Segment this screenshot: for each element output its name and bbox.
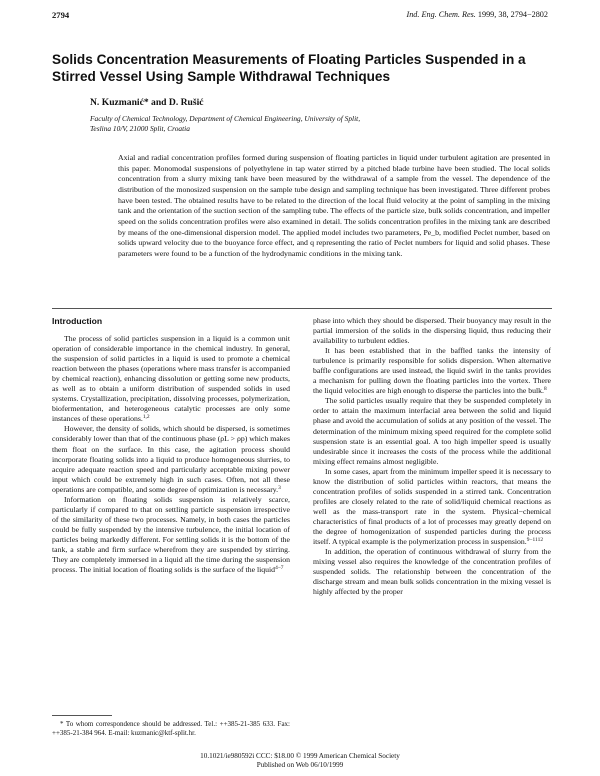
paragraph — [313, 467, 551, 547]
abstract: Axial and radial concentration profiles formed during suspension of floating particles in liquid under turbulent agitation are presented in this paper. Monomodal suspensions of polyethylene in tap water stirred by a pitched blade turbine have been studied. The local solids concentration from a slurry mixing tank have been measured by the withdrawal of a sample from the vessel. The dependence of the distribution of the monosized suspension on the sample tube design and sampling technique has been investigated. Three different probes have been tested. The obtained results have to be related to the direction of the local fluid velocity at the point of sampling in the mixing tank and the orientation of the suction section of the sampling tube. The effects of the particle size, bulk solids concentration, and impeller speed on the solids concentration profiles were also examined in detail. The solids concentration profiles in the mixing tank are described by means of the one-dimensional dispersion model. The applied model includes two parameters, Pe_b, modified Peclet number, based on solids upward velocity due to the buoyance force effect, and q representing the ratio of Peclet numbers for liquid and solid phases. These parameters were found to be a function of the hydrodynamic conditions in the mixing tank. — [118, 153, 550, 258]
paragraph-text: It has been established that in the baffled tanks the intensity of turbulence is primarily responsible for solids dispersion. When alternative baffle configurations are used instead, the liquid swirl in the tanks provides a mechanism for pulling down the floating particles into the vortex. There the liquid velocities are high enough to disperse the particles into the bulk. — [313, 346, 551, 396]
paragraph-text: In addition, the operation of continuous withdrawal of slurry from the mixing vessel also requires the knowledge of the concentration profiles of suspended solids. The relationship between the concentration of the discharge stream and mean bulk solids concentration in the mixing vessel is highly affected by the proper — [313, 547, 551, 597]
paragraph-text: However, the density of solids, which should be dispersed, is sometimes considerably lower than that of the continuous phase (ρL > ρp) which makes them float on the surface. In this case, the agitation process should incorporate floating solids into a liquid to produce homogeneous slurries, to acquire adequate reaction speed and particularly acceptable mixing power input which could be extremely high in such cases. Often, not all these operations are compatible, and some degree of optimization is necessary. — [52, 424, 290, 494]
paragraph-text: In some cases, apart from the minimum impeller speed it is necessary to know the distribution of solid particles within reactors, that means the concentration profiles of solids suspended in a stirred tank. Concentration profiles are closely related to the rate of solid/liquid chemical reactions as well as the mass-transport rate in the system. Physical−chemical characteristics of final products of a lot of processes may greatly depend on the degree of homogenization of suspended particles during the process itself. A typical example is the polymerization process in suspension. — [313, 466, 551, 547]
paragraph-text: The solid particles usually require that they be suspended completely in order to attain the maximum interfacial area between the solid and liquid phase and avoid the accumulation of solids at any position of the vessel. The determination of the minimum mixing speed required for the complete solid suspension state is an essential goal. A too high impeller speed is usually undesirable since it increases the costs of the process while the additional mixing effect remains almost negligible. — [313, 396, 551, 466]
footnote-rule — [52, 715, 112, 716]
affiliation-line-2: Teslina 10/V, 21000 Split, Croatia — [90, 124, 190, 133]
paragraph — [313, 396, 551, 466]
authors: N. Kuzmanić* and D. Rušić — [90, 97, 204, 108]
paragraph — [52, 495, 290, 575]
paragraph — [313, 346, 551, 396]
article-title: Solids Concentration Measurements of Floating Particles Suspended in a Stirred Vessel Using Sample Withdrawal Techniques — [52, 52, 526, 84]
publication-date: Published on Web 06/10/1999 — [256, 761, 344, 769]
introduction-heading: Introduction — [52, 316, 103, 326]
reference-marker: 3 — [278, 484, 281, 491]
reference-marker: 8 — [543, 386, 547, 393]
paragraph — [52, 424, 290, 494]
paragraph — [313, 547, 551, 597]
journal-citation — [406, 10, 548, 19]
citation: 1999, 38, 2794−2802 — [477, 10, 548, 19]
paragraph — [313, 316, 551, 346]
doi-footer — [0, 752, 600, 770]
journal-name: Ind. Eng. Chem. Res. — [406, 10, 476, 19]
reference-marker: 1,2 — [142, 414, 150, 421]
reference-marker: 4−7 — [275, 565, 284, 572]
doi-line: 10.1021/ie980592i CCC: $18.00 © 1999 American Chemical Society — [200, 752, 400, 760]
page-number: 2794 — [52, 10, 70, 20]
reference-marker: 9−11 — [526, 537, 538, 544]
right-column — [313, 316, 551, 597]
paragraph-text: Information on floating solids suspension is relatively scarce, particularly if compared to that on settling particle suspension irrespective of the similarity of these two processes. Namely, in both cases the particles could be fully suspended by the intensive turbulence, the initial location of particles being markedly different. For settling solids it is the bottom of the tank, a stable and firm surface wherefrom they are suspended by stirring. They are completely immersed in a liquid all the time during the suspension process. The initial location of floating solids is the surface of the liquid — [52, 494, 290, 575]
left-column — [52, 316, 290, 575]
paragraph-text: phase into which they should be dispersed. Their buoyancy may result in the partial immersion of the solids in the dispersing liquid, thus reducing their availability to turbulent eddies. — [313, 316, 551, 346]
correspondence-footnote: * To whom correspondence should be addressed. Tel.: ++385-21-385 633. Fax: ++385-21-384 964. E-mail: kuzmanic@ktf-split.hr. — [52, 720, 290, 737]
affiliation-line-1: Faculty of Chemical Technology, Department of Chemical Engineering, University of Split, — [90, 114, 361, 123]
section-divider — [52, 308, 552, 309]
paragraph — [52, 334, 290, 424]
affiliation — [90, 114, 530, 134]
running-head — [52, 10, 548, 24]
paragraph-text: The process of solid particles suspension in a liquid is a common unit operation of considerable importance in the chemical industry. In general, the suspension of solid particles in a liquid is used to promote a chemical reaction between the phases (operations where mass transfer is accompanied by chemical reaction), enhancing dissolution or getting some new products, as well as to obtain a uniform distribution of suspended solids in used systems. Crystallization, precipitation, dissolving processes, polymerization, biofermentation, and heterogeneous catalytic processes are only some instances of these operations. — [52, 334, 290, 424]
reference-marker: 12 — [537, 537, 544, 544]
